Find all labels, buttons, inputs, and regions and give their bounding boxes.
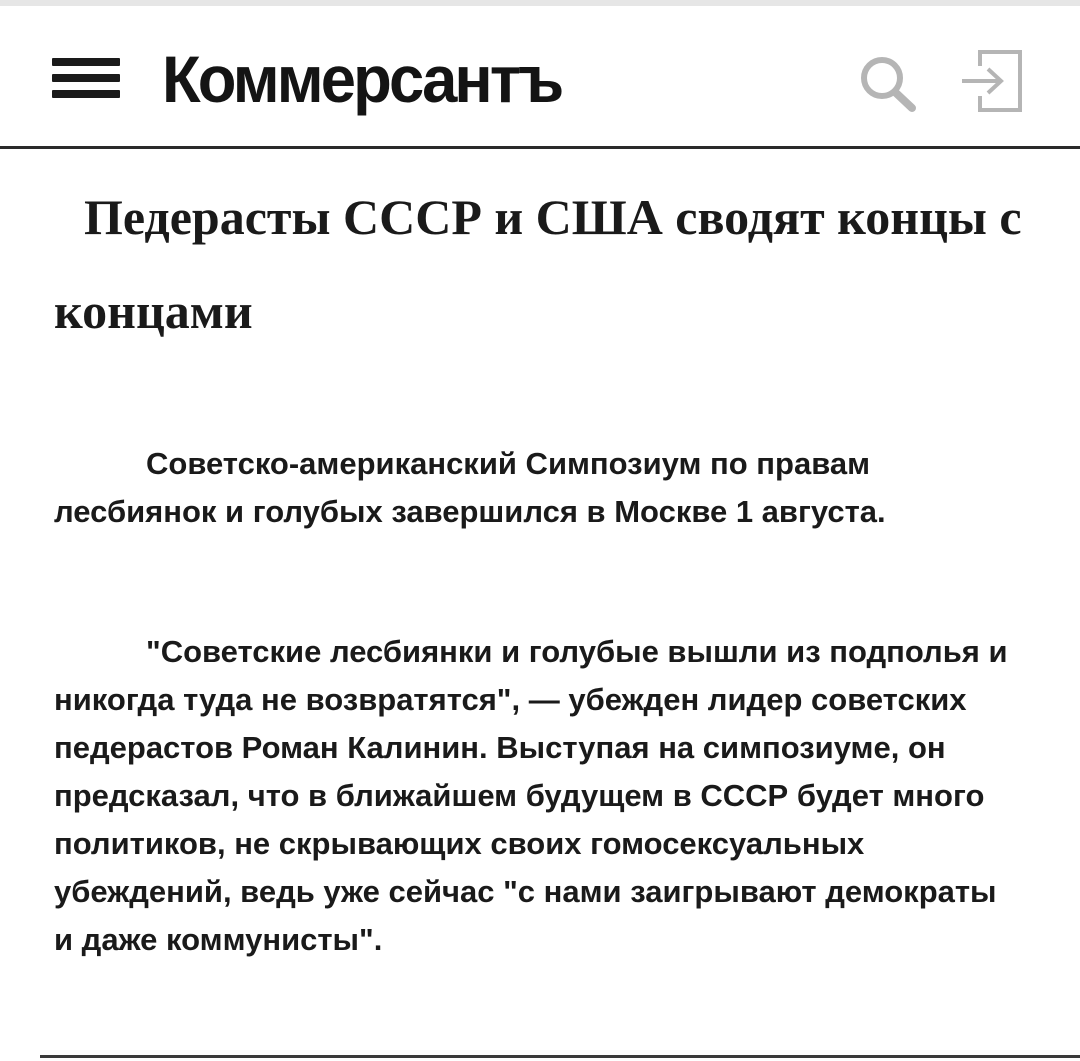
- article-paragraph: "Советские лесбиянки и голубые вышли из подполья и никогда туда не возвратятся", — убежден лидер советских педерастов Роман Калинин. Выступая на симпозиуме, он предсказал, что в ближайшем будущем в СССР будет много политиков, не скрывающих своих гомосексуальных убеждений, ведь уже сейчас "с нами заигрывают демократы и даже коммунисты".: [54, 634, 1008, 957]
- bottom-divider: [40, 1055, 1080, 1058]
- hamburger-menu-icon[interactable]: [52, 52, 122, 102]
- search-icon[interactable]: [856, 52, 922, 112]
- article-headline: Педерасты СССР и США сводят концы с концами: [54, 189, 1022, 339]
- login-icon[interactable]: [958, 48, 1026, 114]
- site-logo[interactable]: Коммерсантъ: [162, 42, 562, 116]
- site-header: [0, 6, 1080, 146]
- header-divider: [0, 146, 1080, 149]
- article-paragraph: Советско-американский Симпозиум по правам лесбиянок и голубых завершился в Москве 1 августа.: [54, 446, 886, 529]
